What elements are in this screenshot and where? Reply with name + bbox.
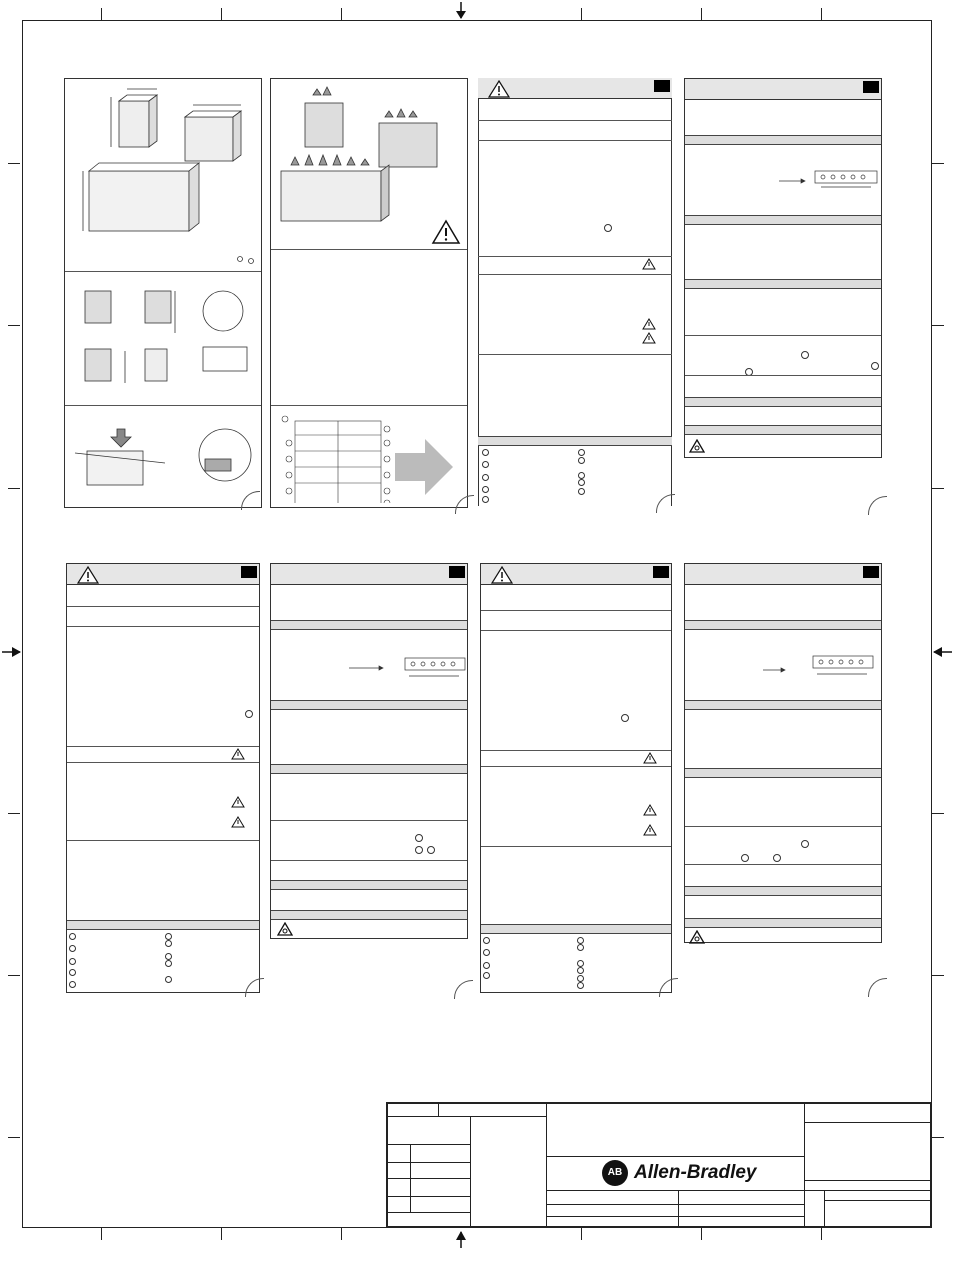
ground-symbol-icon [621, 714, 629, 722]
registration-arrow-icon [932, 643, 952, 661]
frame-tick [8, 163, 20, 164]
frame-tick [701, 8, 702, 20]
language-badge [863, 566, 879, 578]
ground-symbol-icon [245, 710, 253, 718]
language-badge [653, 566, 669, 578]
recycle-icon [277, 922, 293, 936]
warning-triangle-icon [231, 796, 245, 808]
ab-logo-mark: AB [602, 1160, 628, 1186]
instruction-panel-bottom-2 [270, 563, 468, 939]
instruction-panel-bottom-3 [480, 563, 672, 993]
warning-triangle-icon [231, 748, 245, 760]
din-rail-detail-drawing [761, 650, 879, 680]
warning-triangle-icon [77, 566, 99, 584]
frame-tick [581, 8, 582, 20]
warning-triangle-icon [642, 332, 656, 344]
language-badge [654, 80, 670, 92]
frame-tick [341, 8, 342, 20]
din-rail-mounting-drawing [65, 407, 261, 507]
ground-symbol-icon [871, 362, 879, 370]
frame-tick [8, 488, 20, 489]
ground-symbol-icon [801, 840, 809, 848]
frame-tick [932, 975, 944, 976]
frame-tick [932, 813, 944, 814]
ground-symbol-icon [801, 351, 809, 359]
registration-arrow-icon [452, 1230, 470, 1248]
ground-symbol-icon [604, 224, 612, 232]
frame-tick [8, 1137, 20, 1138]
warning-triangle-icon [643, 824, 657, 836]
warning-triangle-icon [431, 219, 461, 245]
frame-tick [221, 8, 222, 20]
warning-triangle-icon [491, 566, 513, 584]
module-mounting-drawing [65, 273, 261, 403]
warning-triangle-icon [643, 752, 657, 764]
din-rail-detail-drawing [779, 163, 879, 193]
instruction-panel-bottom-4 [684, 563, 882, 943]
title-block [386, 1102, 932, 1228]
registration-arrow-icon [2, 643, 22, 661]
warning-triangle-icon [488, 80, 510, 98]
language-badge [449, 566, 465, 578]
warning-triangle-icon [643, 804, 657, 816]
instruction-panel-bottom-1 [66, 563, 260, 993]
frame-tick [701, 1228, 702, 1240]
frame-tick [932, 325, 944, 326]
instruction-panel-top-3 [478, 78, 672, 508]
brand-name: Allen-Bradley [634, 1162, 757, 1183]
frame-tick [932, 488, 944, 489]
frame-tick [8, 325, 20, 326]
ground-symbol-icon [427, 846, 435, 854]
warning-triangle-icon [642, 258, 656, 270]
instruction-panel-top-4 [684, 78, 882, 458]
warning-triangle-icon [642, 318, 656, 330]
next-page-arrow-icon [395, 439, 455, 495]
frame-tick [932, 163, 944, 164]
language-badge [241, 566, 257, 578]
language-badge [863, 81, 879, 93]
illustration-panel-labels [270, 78, 468, 508]
frame-tick [341, 1228, 342, 1240]
ground-symbol-icon [773, 854, 781, 862]
frame-tick [8, 813, 20, 814]
warning-triangle-icon [231, 816, 245, 828]
frame-tick [8, 975, 20, 976]
frame-tick [821, 1228, 822, 1240]
module-dimension-drawing [65, 79, 261, 269]
frame-tick [821, 8, 822, 20]
recycle-icon [689, 930, 705, 944]
illustration-panel-dimensions [64, 78, 262, 508]
frame-tick [101, 8, 102, 20]
registration-arrow-icon [452, 2, 470, 20]
frame-tick [581, 1228, 582, 1240]
ground-symbol-icon [415, 834, 423, 842]
din-rail-detail-drawing [349, 652, 467, 682]
ground-symbol-icon [415, 846, 423, 854]
ground-symbol-icon [741, 854, 749, 862]
recycle-icon [689, 439, 705, 453]
frame-tick [932, 1137, 944, 1138]
frame-tick [101, 1228, 102, 1240]
frame-tick [221, 1228, 222, 1240]
